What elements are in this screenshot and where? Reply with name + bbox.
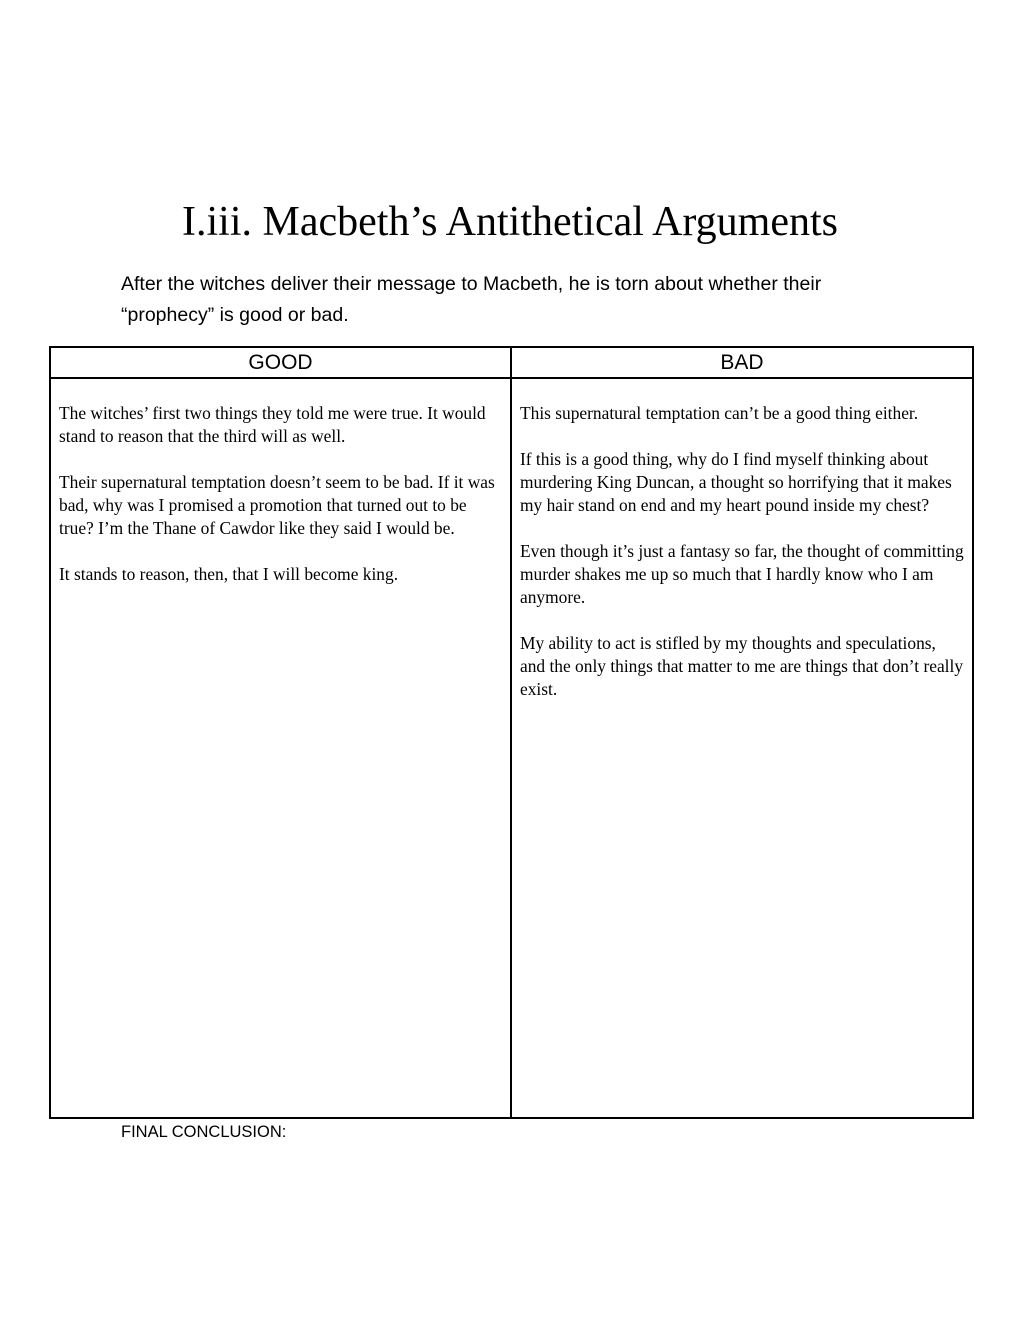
arguments-row — [50, 378, 973, 1118]
bad-argument-4: My ability to act is stifled by my thoughts and speculations, and the only things that matter to me are things that don’t really exist. — [520, 633, 964, 699]
bad-argument-3: Even though it’s just a fantasy so far, the thought of committing murder shakes me up so much that I hardly know who I am anymore. — [520, 541, 964, 607]
good-argument-2: Their supernatural temptation doesn’t seem to be bad. If it was bad, why was I promised a promotion that turned out to be true? I’m the Thane of Cawdor like they said I would be. — [59, 472, 495, 538]
header-row — [50, 347, 973, 378]
bad-column-header: BAD — [511, 347, 973, 378]
good-arguments-cell — [50, 378, 511, 1118]
intro-text: After the witches deliver their message to Macbeth, he is torn about whether their “prophecy” is good or bad. — [121, 273, 822, 326]
page-title: I.iii. Macbeth’s Antithetical Arguments — [182, 199, 838, 245]
bad-argument-1: This supernatural temptation can’t be a good thing either. — [520, 403, 919, 423]
good-argument-1: The witches’ first two things they told me were true. It would stand to reason that the third will as well. — [59, 403, 486, 446]
arguments-table — [49, 346, 974, 1119]
good-argument-3: It stands to reason, then, that I will become king. — [59, 564, 399, 584]
bad-argument-2: If this is a good thing, why do I find myself thinking about murdering King Duncan, a thought so horrifying that it makes my hair stand on end and my heart pound inside my chest? — [520, 449, 952, 515]
final-conclusion-label: FINAL CONCLUSION: — [121, 1123, 287, 1141]
bad-arguments-cell — [511, 378, 973, 1118]
good-column-header: GOOD — [50, 347, 511, 378]
